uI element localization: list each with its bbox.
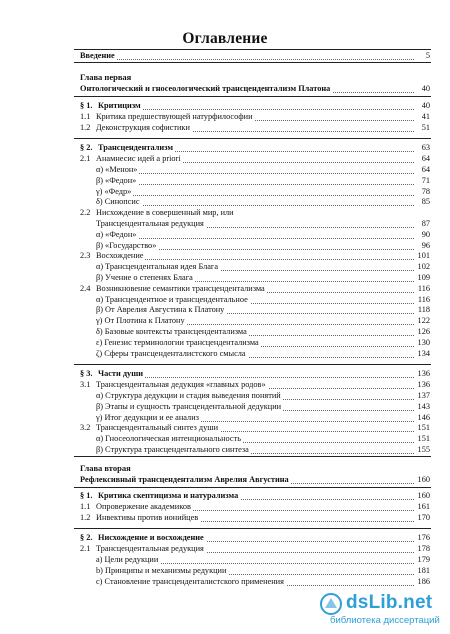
toc-entry-number: 2.2 xyxy=(80,208,91,218)
toc-entry-number: 2.4 xyxy=(80,283,91,293)
toc-entry-label: Трансцендентальная дедукция «главных родов» xyxy=(96,380,266,390)
toc-entry-page: 109 xyxy=(417,273,430,282)
toc-entry-label: Нисхождение и восхождение xyxy=(98,533,204,543)
toc-entry[interactable] xyxy=(80,283,430,294)
toc-entry[interactable] xyxy=(80,186,430,197)
toc-entry-page: 41 xyxy=(421,111,430,121)
toc-entry-page: 40 xyxy=(421,84,430,93)
divider-line xyxy=(74,528,431,529)
toc-entry-page: 136 xyxy=(417,369,430,379)
toc-entry[interactable] xyxy=(80,250,430,261)
toc-entry-label: Восхождение xyxy=(96,251,144,261)
toc-entry-label: Трансцендентальная редукция xyxy=(96,544,204,554)
toc-entry-label: Инвективы против ионийцев xyxy=(96,512,199,522)
toc-entry-page: 51 xyxy=(421,122,430,132)
toc-entry-page: 118 xyxy=(417,305,430,315)
toc-entry-page: 96 xyxy=(421,240,430,250)
divider-line xyxy=(74,487,431,488)
divider-line xyxy=(74,96,431,97)
toc-entry-page: 179 xyxy=(417,555,430,564)
toc-entry[interactable] xyxy=(80,326,430,337)
toc-entry[interactable] xyxy=(80,111,430,122)
chapter-title: Онтологический и гносеологический трансцендентализм Платона xyxy=(80,84,331,93)
toc-entry[interactable] xyxy=(80,261,430,272)
divider-line xyxy=(74,138,431,139)
toc-entry-page: 126 xyxy=(417,327,430,336)
toc-entry-page: 151 xyxy=(417,434,430,444)
toc-entry-label: β) «Государство» xyxy=(96,240,157,250)
toc-entry-label: α) «Федон» xyxy=(96,229,137,239)
toc-entry-page: 64 xyxy=(421,165,430,174)
toc-entry[interactable] xyxy=(80,196,430,207)
watermark-subtitle: библиотека диссертаций xyxy=(330,615,440,626)
toc-entry[interactable] xyxy=(80,379,430,390)
toc-entry[interactable] xyxy=(80,543,430,554)
toc-entry-label: Критика предшествующей натурфилософии xyxy=(96,111,253,121)
toc-entry-label: α) Структура дедукции и стадия выведения понятий xyxy=(96,391,281,400)
toc-entry-label: Нисхождение в совершенный мир, или xyxy=(96,208,234,218)
divider-line xyxy=(74,62,431,63)
toc-entry-page: 143 xyxy=(417,401,430,411)
chapter-heading: Глава вторая xyxy=(80,463,131,473)
toc-entry-label: Критика скептицизма и натурализма xyxy=(98,491,239,500)
toc-entry-page: 137 xyxy=(417,391,430,400)
divider-line xyxy=(74,456,431,457)
toc-entry[interactable] xyxy=(80,433,430,444)
watermark xyxy=(318,590,448,630)
toc-entry-intro[interactable] xyxy=(80,50,430,61)
toc-entry-label: α) Гносеологическая интенциональность xyxy=(96,434,241,444)
toc-entry-page: 78 xyxy=(421,186,430,196)
toc-entry-page: 134 xyxy=(417,348,430,358)
toc-entry[interactable] xyxy=(80,532,430,543)
toc-entry-label: α) «Менон» xyxy=(96,165,138,174)
chapter-title-row[interactable] xyxy=(80,474,430,485)
toc-entry-number: 2.1 xyxy=(80,544,91,554)
toc-entry-label: β) Этапы и сущность трансцендентальной дедукции xyxy=(96,401,282,411)
toc-entry-page: 90 xyxy=(421,229,430,239)
toc-entry[interactable] xyxy=(80,422,430,433)
toc-entry-page: 5 xyxy=(425,51,430,60)
toc-entry-label: ε) Генезис терминологии трансцендентализма xyxy=(96,337,259,347)
toc-entry-label: Критицизм xyxy=(98,101,141,110)
toc-entry-number: 3.2 xyxy=(80,423,91,433)
toc-entry-label: β) Учение о степенях Блага xyxy=(96,273,193,282)
dslib-logo-icon xyxy=(318,592,344,616)
toc-entry-label: b) Принципы и механизмы редукции xyxy=(96,565,227,575)
toc-entry-number: § 1. xyxy=(80,101,93,110)
toc-entry[interactable] xyxy=(80,390,430,401)
toc-entry[interactable] xyxy=(80,272,430,283)
toc-entry-label: γ) От Плотина к Платону xyxy=(96,316,185,326)
toc-entry-page: 155 xyxy=(417,445,430,454)
toc-entry-label: δ) Базовые контексты трансцендентализма xyxy=(96,327,247,336)
toc-entry[interactable] xyxy=(80,100,430,111)
toc-entry-page: 136 xyxy=(417,380,430,390)
toc-entry-number: § 2. xyxy=(80,533,93,543)
toc-entry[interactable] xyxy=(80,554,430,565)
toc-entry-page: 85 xyxy=(421,197,430,207)
toc-entry-number: § 1. xyxy=(80,491,93,500)
toc-entry-number: § 3. xyxy=(80,369,93,379)
toc-entry-label: α) Трансцендентальная идея Блага xyxy=(96,262,219,272)
toc-entry-page: 122 xyxy=(417,316,430,326)
toc-entry-page: 101 xyxy=(417,251,430,261)
watermark-logo: dsLib.net xyxy=(346,592,433,613)
chapter-heading: Глава первая xyxy=(80,72,132,82)
toc-entry[interactable] xyxy=(80,501,430,512)
toc-entry[interactable] xyxy=(80,218,430,229)
toc-entry-label: Опровержение академиков xyxy=(96,501,191,511)
toc-entry-page: 161 xyxy=(417,501,430,511)
toc-entry-page: 176 xyxy=(417,533,430,543)
toc-entry[interactable] xyxy=(80,304,430,315)
toc-entry-label: α) Трансцендентное и трансцендентальное xyxy=(96,294,248,304)
toc-entry-label: β) «Федон» xyxy=(96,175,137,185)
toc-entry-page: 71 xyxy=(421,175,430,185)
toc-entry-page: 160 xyxy=(417,475,430,484)
toc-entry-page: 178 xyxy=(417,544,430,554)
toc-entry[interactable] xyxy=(80,412,430,423)
toc-entry-label: Введение xyxy=(80,51,115,60)
toc-entry-page: 146 xyxy=(417,412,430,422)
toc-entry[interactable] xyxy=(80,444,430,455)
toc-entry-number: 1.2 xyxy=(80,122,91,132)
toc-entry[interactable] xyxy=(80,315,430,326)
toc-entry-label: β) Структура трансцендентального синтеза xyxy=(96,445,249,454)
toc-entry-number: 1.2 xyxy=(80,512,91,522)
toc-entry-label: Части души xyxy=(98,369,143,379)
toc-entry-page: 63 xyxy=(421,143,430,153)
chapter-title-row[interactable] xyxy=(80,83,430,94)
toc-entry[interactable] xyxy=(80,294,430,305)
toc-entry[interactable] xyxy=(80,401,430,412)
toc-entry-label: γ) «Федр» xyxy=(96,186,132,196)
toc-entry-label: a) Цели редукции xyxy=(96,555,159,564)
toc-entry-page: 87 xyxy=(421,219,430,228)
divider-line xyxy=(74,364,431,365)
toc-entry-page: 102 xyxy=(417,262,430,272)
toc-entry-label: c) Становление трансценденталистского применения xyxy=(96,576,284,586)
toc-entry[interactable] xyxy=(80,565,430,576)
toc-entry-page: 170 xyxy=(417,512,430,522)
toc-entry[interactable] xyxy=(80,240,430,251)
toc-entry-number: § 2. xyxy=(80,143,93,153)
toc-entry-label: Деконструкция софистики xyxy=(96,122,190,132)
toc-entry[interactable] xyxy=(80,337,430,348)
toc-entry[interactable] xyxy=(80,122,430,133)
toc-entry-label: Трансцендентальная редукция xyxy=(96,219,204,228)
toc-entry[interactable] xyxy=(80,229,430,240)
toc-entry[interactable] xyxy=(80,164,430,175)
toc-entry-page: 151 xyxy=(417,423,430,433)
toc-entry-label: δ) Синопсис xyxy=(96,197,140,207)
toc-entry-number: 1.1 xyxy=(80,501,91,511)
toc-entry-label: β) От Аврелия Августина к Платону xyxy=(96,305,225,315)
toc-entry[interactable] xyxy=(80,207,430,218)
toc-entry[interactable] xyxy=(80,512,430,523)
toc-entry-page: 186 xyxy=(417,576,430,586)
toc-entry-page: 116 xyxy=(417,294,430,304)
toc-entry-number: 2.3 xyxy=(80,251,91,261)
toc-entry-page: 130 xyxy=(417,337,430,347)
toc-entry-number: 1.1 xyxy=(80,111,91,121)
toc-entry-page: 116 xyxy=(417,283,430,293)
toc-entry-label: Трансцендентальный синтез души xyxy=(96,423,219,433)
toc-entry-number: 2.1 xyxy=(80,154,91,164)
toc-entry-label: Возникновение семантики трансцендентализма xyxy=(96,283,265,293)
page-title: Оглавление xyxy=(182,30,268,47)
toc-entry-page: 160 xyxy=(417,491,430,500)
toc-entry-label: Анамнесис идей a priori xyxy=(96,154,181,164)
toc-entry-page: 40 xyxy=(421,101,430,110)
toc-entry[interactable] xyxy=(80,153,430,164)
toc-entry[interactable] xyxy=(80,368,430,379)
toc-entry-number: 3.1 xyxy=(80,380,91,390)
toc-entry[interactable] xyxy=(80,576,430,587)
toc-entry-label: Трансцендентализм xyxy=(98,143,174,153)
toc-entry-page: 181 xyxy=(417,565,430,575)
toc-entry[interactable] xyxy=(80,142,430,153)
toc-entry-page: 64 xyxy=(421,154,430,164)
toc-entry[interactable] xyxy=(80,490,430,501)
toc-entry[interactable] xyxy=(80,175,430,186)
toc-entry-label: ζ) Сферы трансценденталистского смысла xyxy=(96,348,246,358)
toc-entry-label: γ) Итог дедукции и ее анализ xyxy=(96,412,199,422)
chapter-title: Рефлексивный трансцендентализм Аврелия Августина xyxy=(80,475,289,484)
toc-entry[interactable] xyxy=(80,348,430,359)
